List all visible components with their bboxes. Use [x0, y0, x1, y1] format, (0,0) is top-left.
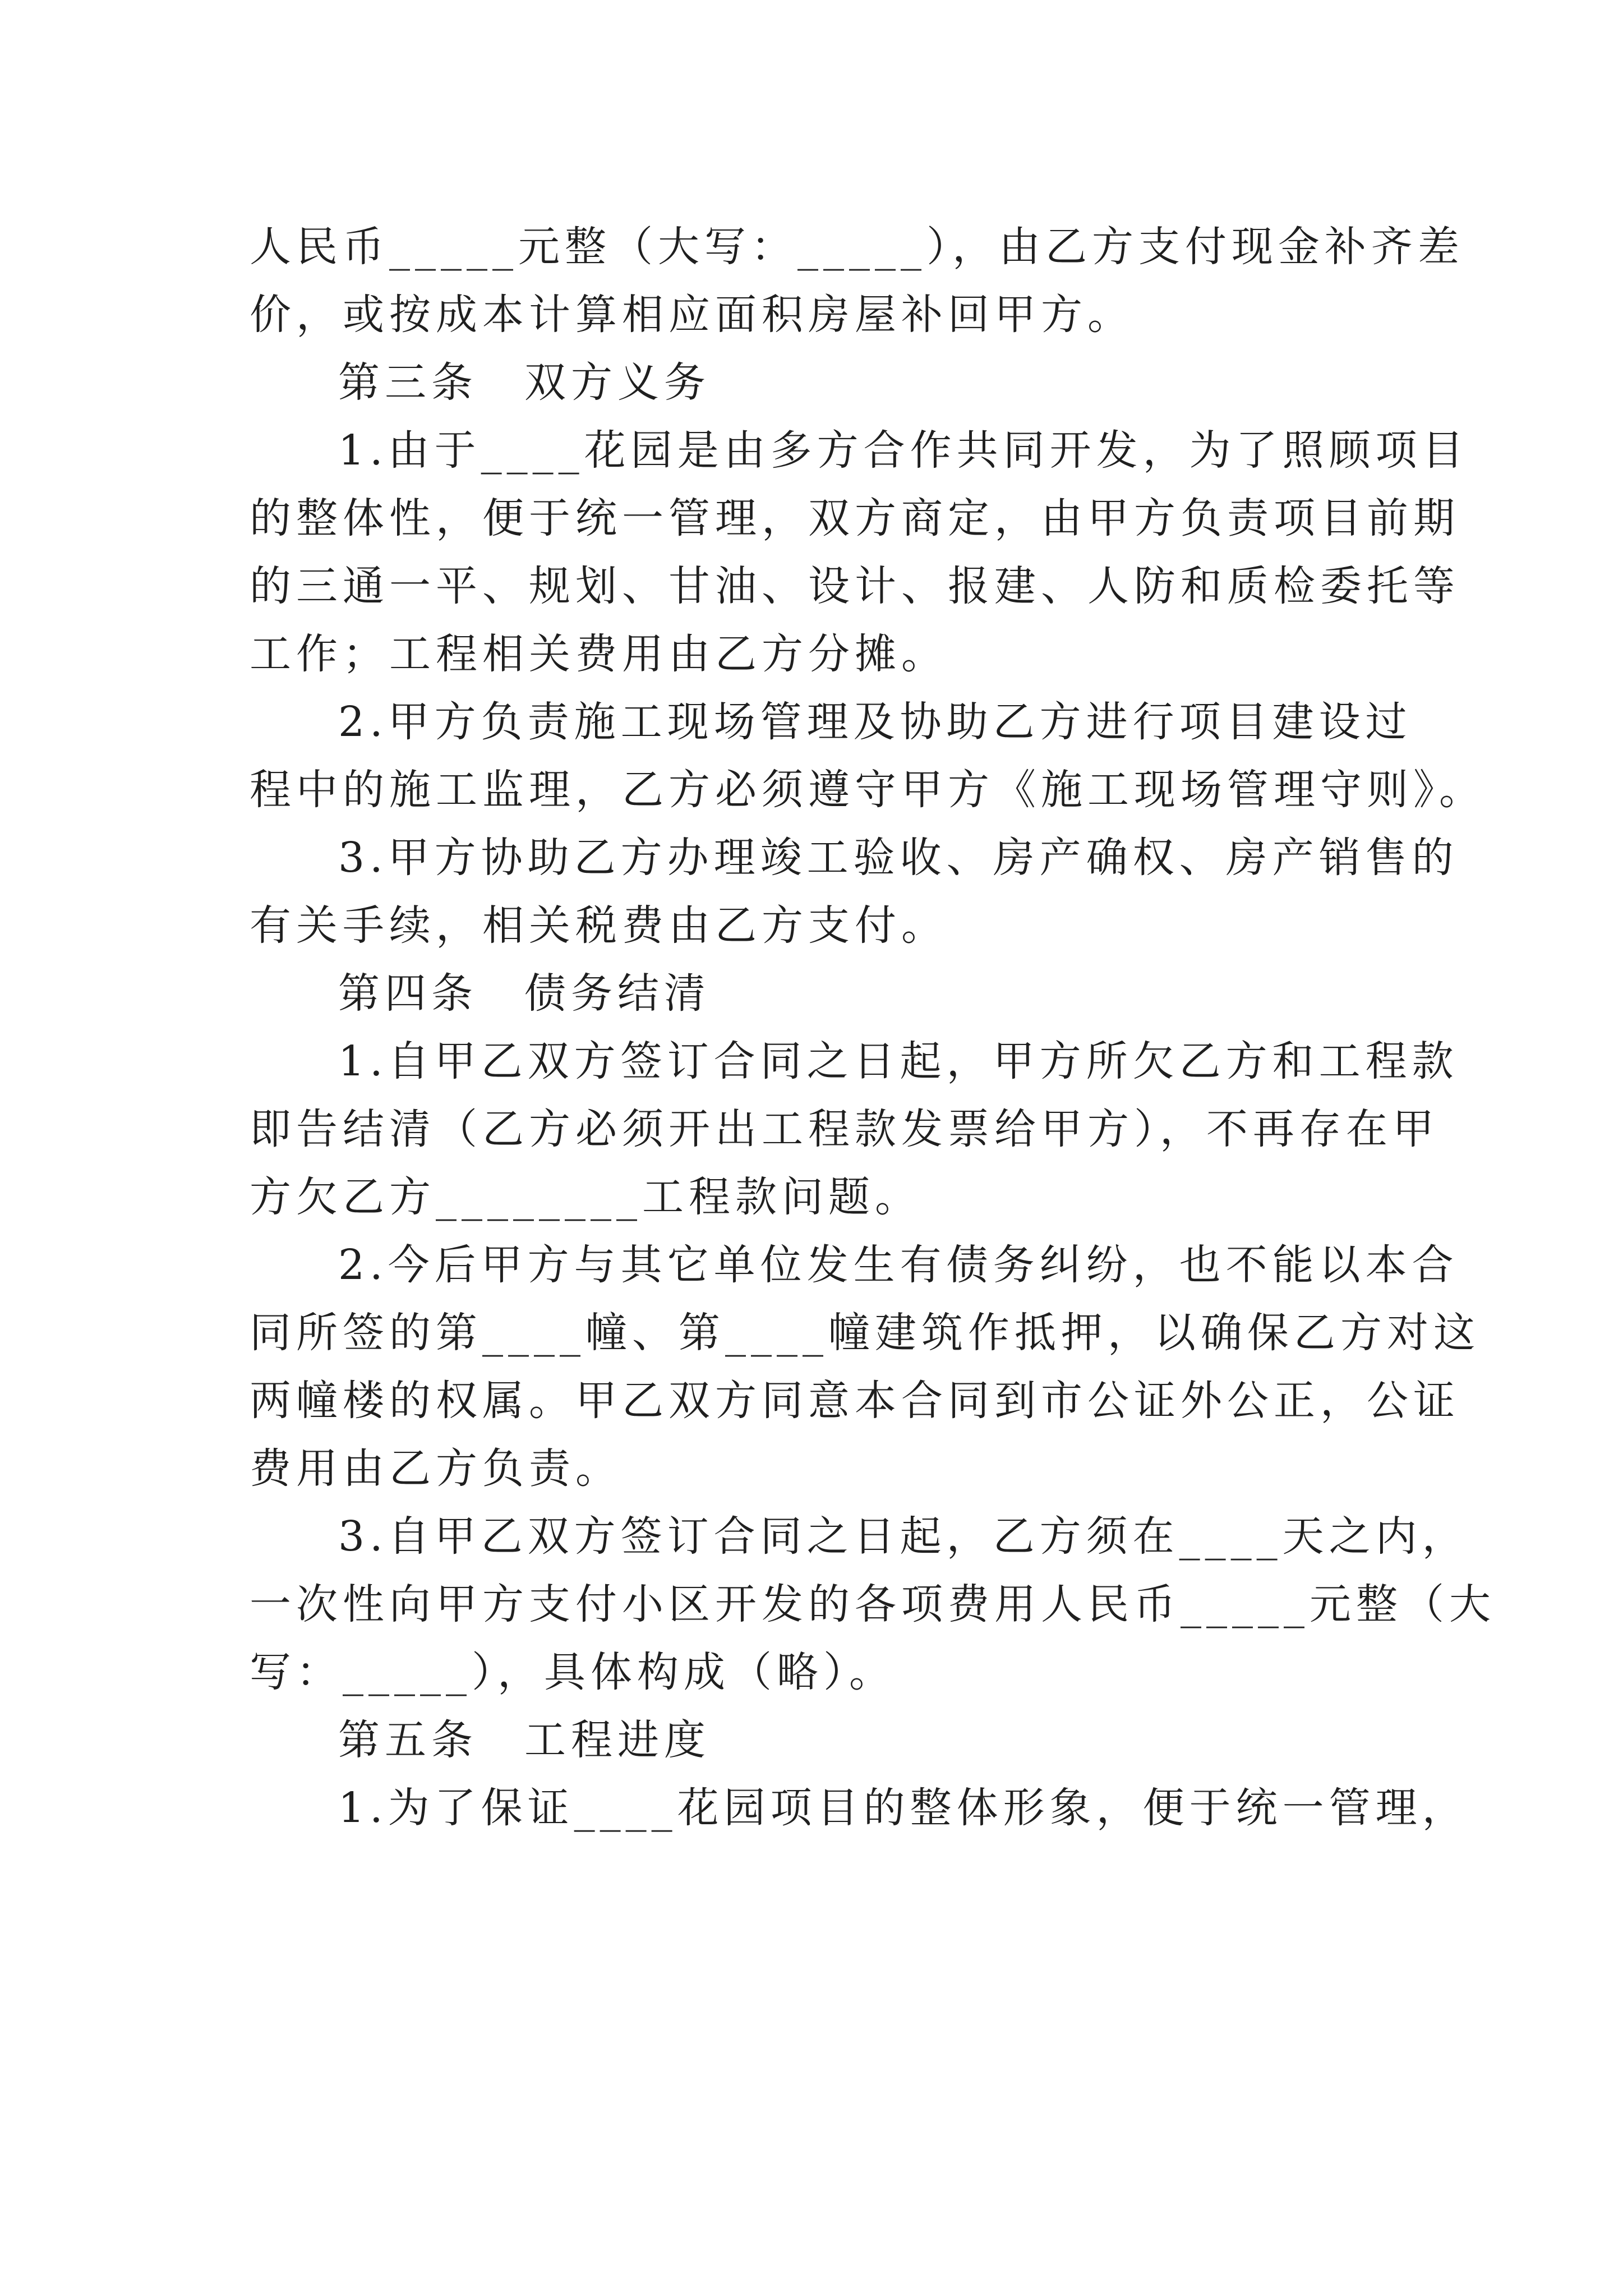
text-line: 第四条 债务结清 — [338, 969, 711, 1018]
text-line: 3.甲方协助乙方办理竣工验收、房产确权、房产销售的 — [338, 834, 1459, 882]
text-line: 有关手续，相关税费由乙方支付。 — [250, 901, 948, 950]
text-line: 1.自甲乙双方签订合同之日起，甲方所欠乙方和工程款 — [338, 1037, 1459, 1085]
text-line: 2.甲方负责施工现场管理及协助乙方进行项目建设过 — [338, 698, 1412, 746]
text-line: 费用由乙方负责。 — [250, 1444, 622, 1493]
text-line: 即告结清（乙方必须开出工程款发票给甲方），不再存在甲 — [250, 1105, 1439, 1153]
text-line: 3.自甲乙双方签订合同之日起，乙方须在____天之内， — [338, 1512, 1469, 1561]
text-line: 程中的施工监理，乙方必须遵守甲方《施工现场管理守则》。 — [250, 766, 1486, 814]
text-line: 一次性向甲方支付小区开发的各项费用人民币_____元整（大 — [250, 1580, 1496, 1628]
text-line: 工作；工程相关费用由乙方分摊。 — [250, 630, 948, 678]
text-line: 2.今后甲方与其它单位发生有债务纠纷，也不能以本合 — [338, 1241, 1459, 1289]
text-line: 价，或按成本计算相应面积房屋补回甲方。 — [250, 291, 1134, 339]
text-line: 第三条 双方义务 — [338, 358, 711, 407]
text-line: 1.为了保证____花园项目的整体形象，便于统一管理， — [338, 1784, 1469, 1832]
text-line: 第五条 工程进度 — [338, 1716, 711, 1764]
text-line: 1.由于____花园是由多方合作共同开发，为了照顾项目 — [338, 426, 1469, 475]
text-line: 同所签的第____幢、第____幢建筑作抵押，以确保乙方对这 — [250, 1309, 1480, 1357]
text-line: 写：_____），具体构成（略）。 — [250, 1648, 896, 1696]
document-body — [250, 213, 1496, 1842]
text-line: 方欠乙方________工程款问题。 — [250, 1173, 921, 1221]
text-line: 两幢楼的权属。甲乙双方同意本合同到市公证外公正，公证 — [250, 1377, 1460, 1425]
text-line: 的三通一平、规划、甘油、设计、报建、人防和质检委托等 — [250, 562, 1460, 610]
text-line: 人民币_____元整（大写：_____），由乙方支付现金补齐差 — [250, 223, 1464, 271]
text-line: 的整体性，便于统一管理，双方商定，由甲方负责项目前期 — [250, 494, 1460, 542]
